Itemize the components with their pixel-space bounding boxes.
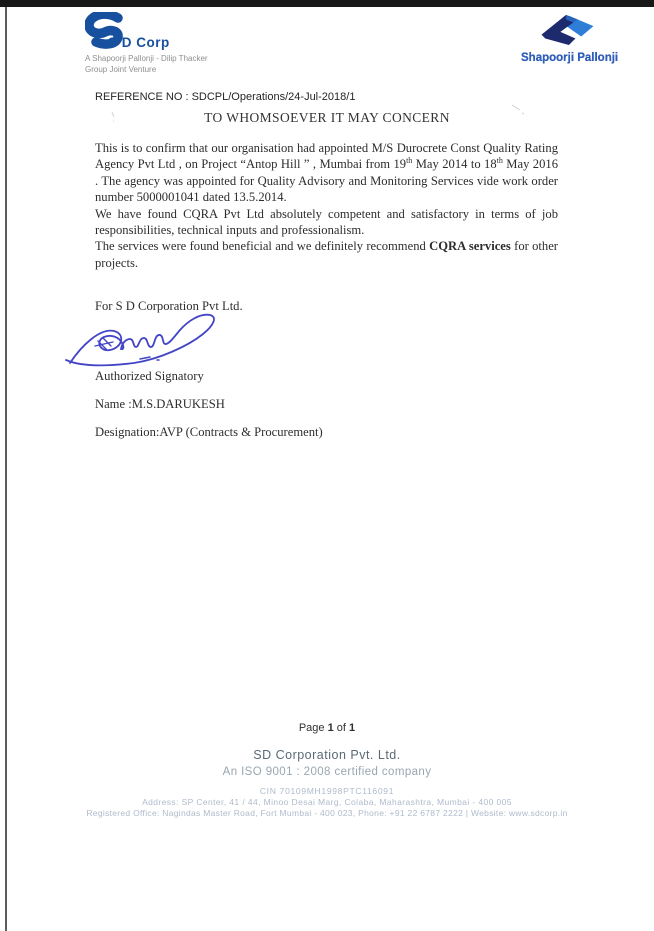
page-indicator [0,722,654,734]
footer-registered-office-line: Registered Office: Nagindas Master Road, Fort Mumbai - 400 023, Phone: +91 22 6787 2222 | Website: www.sdcorp.in [86,808,568,818]
footer-cin-line: CIN 70109MH1998PTC116091 [259,786,395,796]
scan-artifact-right [508,101,528,117]
signoff-line: For S D Corporation Pvt Ltd. [95,299,243,313]
signatory-name-line: Name :M.S.DARUKESH [95,397,225,411]
footer-iso-line: An ISO 9001 : 2008 certified company [222,766,432,778]
page-indicator-prefix: Page [298,722,328,734]
shapoorji-pallonji-logo-text: Shapoorji Pallonji [521,52,619,64]
sdcorp-tagline [85,54,208,75]
sdcorp-tagline-line1: A Shapoorji Pallonji - Dilip Thacker [85,54,208,63]
footer-company-name: SD Corporation Pvt. Ltd. [253,748,401,762]
reference-number: REFERENCE NO : SDCPL/Operations/24-Jul-2018/1 [95,91,356,103]
page-indicator-total: 1 [349,722,356,734]
footer-address-line: Address: SP Center, 41 / 44, Minoo Desai Marg, Colaba, Maharashtra, Mumbai - 400 005 [142,797,512,807]
body-paragraph: The services were found beneficial and we definitely recommend CQRA services for other projects. [95,239,559,270]
authorized-signatory-line: Authorized Signatory [95,369,204,383]
scan-artifact-left [108,110,122,124]
page-indicator-middle: of [333,722,350,734]
letter-body [95,140,558,271]
scan-top-border [0,0,654,7]
letter-title: TO WHOMSOEVER IT MAY CONCERN [204,110,450,125]
body-paragraph: This is to confirm that our organisation had appointed M/S Durocrete Const Quality Rating Agency Pvt Ltd , on Project “Antop Hill ” , Mumbai from 19th May 2014 to 18th May 2016 . The agency was appointed for Quality Advisory and Monitoring Services vide work order number 5000001041 dated 13.5.2014. [95,141,558,205]
shapoorji-pallonji-icon [535,12,599,46]
sdcorp-tagline-line2: Group Joint Venture [85,64,157,74]
body-paragraph: We have found CQRA Pvt Ltd absolutely competent and satisfactory in terms of job responsibilities, technical inputs and professionalism. [95,206,558,238]
signatory-designation-line: Designation:AVP (Contracts & Procurement) [95,425,323,439]
shapoorji-pallonji-logo [521,12,619,64]
handwritten-signature [64,311,246,371]
sdcorp-logo-text: S D Corp [108,35,170,50]
page-indicator-current: 1 [327,722,334,734]
